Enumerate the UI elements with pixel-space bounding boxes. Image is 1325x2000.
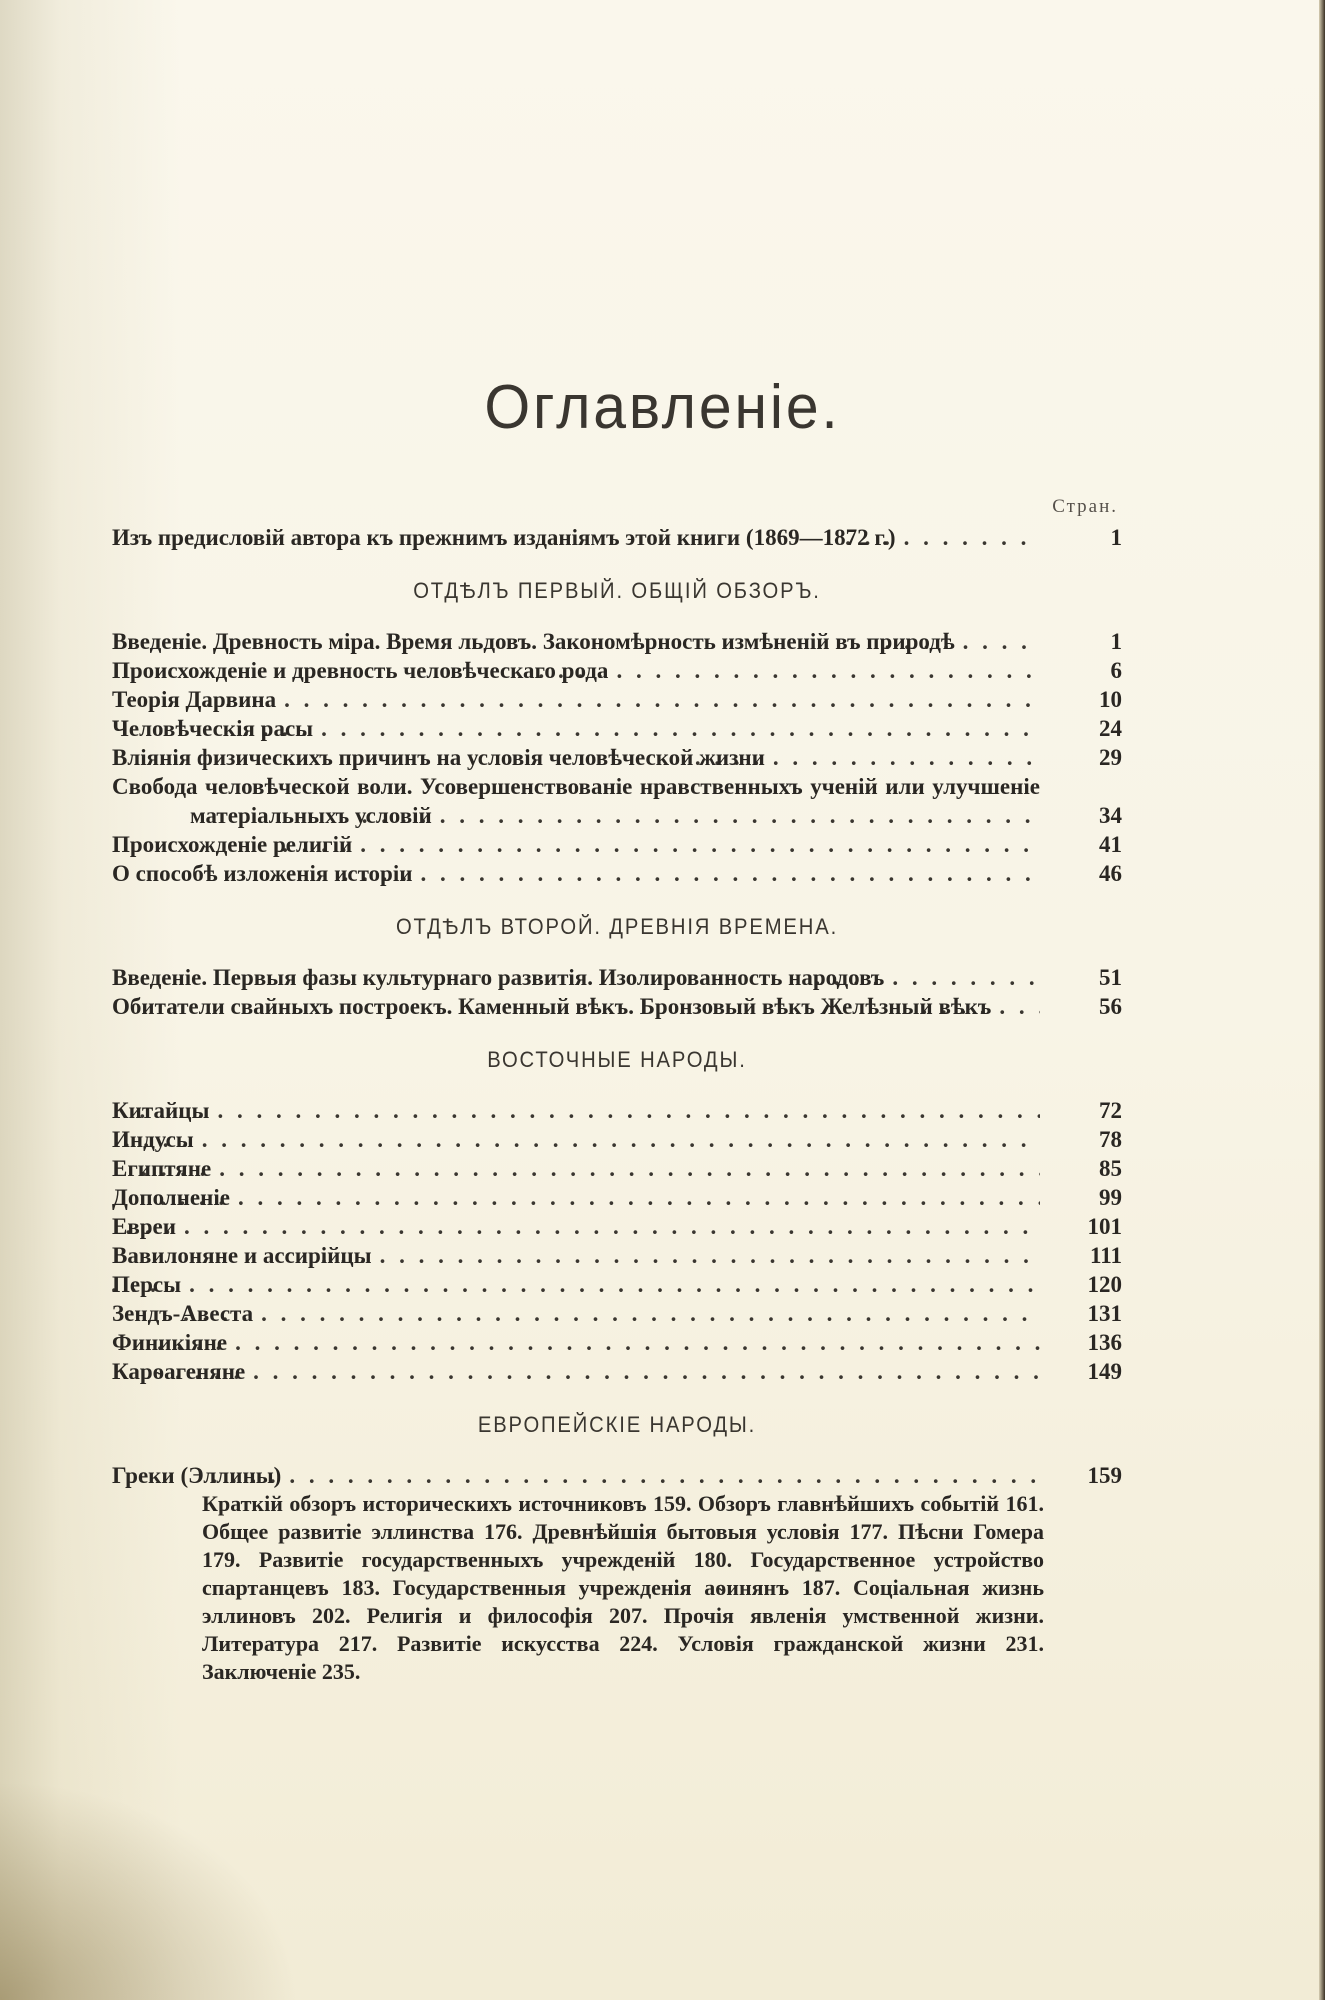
binding-shadow xyxy=(0,1780,300,2000)
toc-entry-page: 131 xyxy=(1087,1301,1122,1326)
toc-entry-page: 41 xyxy=(1099,832,1122,857)
toc-entry xyxy=(112,859,1122,888)
toc-entry-text: Введеніе. Древность міра. Время льдовъ. Закономѣрность измѣненій въ природѣ xyxy=(112,629,955,654)
toc-entry xyxy=(112,743,1122,772)
toc-entry-preface xyxy=(112,523,1122,552)
toc-entry-page: 6 xyxy=(1110,658,1122,683)
toc-entry xyxy=(112,1461,1122,1490)
toc-entry xyxy=(112,656,1122,685)
toc-entry-page: 10 xyxy=(1099,687,1122,712)
toc-entry-text: О способѣ изложенія исторіи xyxy=(112,861,413,886)
toc-entry-page: 1 xyxy=(1110,525,1122,550)
toc-entry-text: Обитатели свайныхъ построекъ. Каменный вѣкъ. Бронзовый вѣкъ Желѣзный вѣкъ xyxy=(112,994,992,1019)
toc-entry xyxy=(112,992,1122,1021)
toc-entry-page: 101 xyxy=(1087,1214,1122,1239)
toc-entry xyxy=(112,1212,1122,1241)
toc-entry xyxy=(112,714,1122,743)
toc-entry-text: Теорія Дарвина xyxy=(112,687,277,712)
table-of-contents xyxy=(112,492,1122,1686)
toc-entry xyxy=(112,1096,1122,1125)
toc-entry-text: Вліянія физическихъ причинъ на условія человѣческой жизни xyxy=(112,745,765,770)
toc-entry-page: 72 xyxy=(1099,1098,1122,1123)
toc-entry-page: 159 xyxy=(1087,1463,1122,1488)
toc-entry-page: 24 xyxy=(1099,716,1122,741)
toc-entry-text: Евреи xyxy=(112,1214,177,1239)
toc-entry xyxy=(112,627,1122,656)
toc-entry-text: Человѣческія расы xyxy=(112,716,314,741)
toc-entry-page: 149 xyxy=(1087,1359,1122,1384)
toc-entry xyxy=(112,1154,1122,1183)
toc-entry xyxy=(112,772,1122,830)
toc-entry xyxy=(112,1357,1122,1386)
toc-entry-page: 99 xyxy=(1099,1185,1122,1210)
toc-entry-text: Происхожденіе и древность человѣческаго рода xyxy=(112,658,609,683)
toc-entry xyxy=(112,1125,1122,1154)
toc-entry-page: 29 xyxy=(1099,745,1122,770)
toc-entry-text: Введеніе. Первыя фазы культурнаго развитія. Изолированность народовъ xyxy=(112,965,885,990)
toc-entry-text: Изъ предисловій автора къ прежнимъ изданіямъ этой книги (1869—1872 г.) xyxy=(112,525,896,550)
toc-entry-text: Дополненіе xyxy=(112,1185,230,1210)
toc-entry-page: 51 xyxy=(1099,965,1122,990)
toc-entry xyxy=(112,1299,1122,1328)
toc-entry-text: Индусы xyxy=(112,1127,194,1152)
toc-entry-page: 85 xyxy=(1099,1156,1122,1181)
toc-entry-page: 136 xyxy=(1087,1330,1122,1355)
toc-entry-text: Карѳагеняне xyxy=(112,1359,246,1384)
toc-subcontents: Краткій обзоръ историческихъ источниковъ 159. Обзоръ главнѣйшихъ событій 161. Общее развитіе эллинства 176. Древнѣйшія бытовыя условія 177. Пѣсни Гомера 179. Развитіе государственныхъ учрежденій 180. Государственное устройство спартанцевъ 183. Государственныя учрежденія аѳинянъ 187. Соціальная жизнь эллиновъ 202. Религія и философія 207. Прочія явленія умственной жизни. Литература 217. Развитіе искусства 224. Условія гражданской жизни 231. Заключеніе 235. xyxy=(202,1491,1044,1684)
toc-entry-text: Зендъ-Авеста xyxy=(112,1301,254,1326)
page-column-header: Стран. xyxy=(1052,496,1118,517)
toc-entry-text: Персы xyxy=(112,1272,182,1297)
toc-entry xyxy=(112,1183,1122,1212)
toc-entry-page: 56 xyxy=(1099,994,1122,1019)
toc-entry-page: 111 xyxy=(1090,1243,1122,1268)
toc-entry xyxy=(112,1270,1122,1299)
toc-entry xyxy=(112,1241,1122,1270)
toc-entry-text: Вавилоняне и ассирійцы xyxy=(112,1243,372,1268)
toc-entry-text: Китайцы xyxy=(112,1098,210,1123)
toc-entry xyxy=(112,685,1122,714)
toc-entry-text: Свобода человѣческой воли. Усовершенствованіе нравственныхъ ученій или улучшеніе матеріальныхъ условій xyxy=(112,774,1040,828)
toc-entry-text: Происхожденіе религій xyxy=(112,832,353,857)
toc-entry-page: 34 xyxy=(1099,803,1122,828)
toc-entry-page: 120 xyxy=(1087,1272,1122,1297)
page-title: Оглавленіе. xyxy=(484,373,841,442)
section-heading: ЕВРОПЕЙСКІЕ НАРОДЫ. xyxy=(477,1412,757,1437)
toc-entry-text: Греки (Эллины) xyxy=(112,1463,282,1488)
page-edge-shadow xyxy=(1319,0,1325,2000)
toc-entry-page: 46 xyxy=(1099,861,1122,886)
toc-entry-page: 78 xyxy=(1099,1127,1122,1152)
toc-entry xyxy=(112,1328,1122,1357)
toc-entry-text: Египтяне xyxy=(112,1156,212,1181)
toc-entry-page: 1 xyxy=(1110,629,1122,654)
toc-entry xyxy=(112,830,1122,859)
toc-entry-text: Финикіяне xyxy=(112,1330,228,1355)
toc-entry xyxy=(112,963,1122,992)
section-heading: ОТДѢЛЪ ВТОРОЙ. ДРЕВНІЯ ВРЕМЕНА. xyxy=(395,914,839,939)
section-heading: ОТДѢЛЪ ПЕРВЫЙ. ОБЩІЙ ОБЗОРЪ. xyxy=(413,578,821,603)
section-heading: ВОСТОЧНЫЕ НАРОДЫ. xyxy=(487,1047,747,1072)
